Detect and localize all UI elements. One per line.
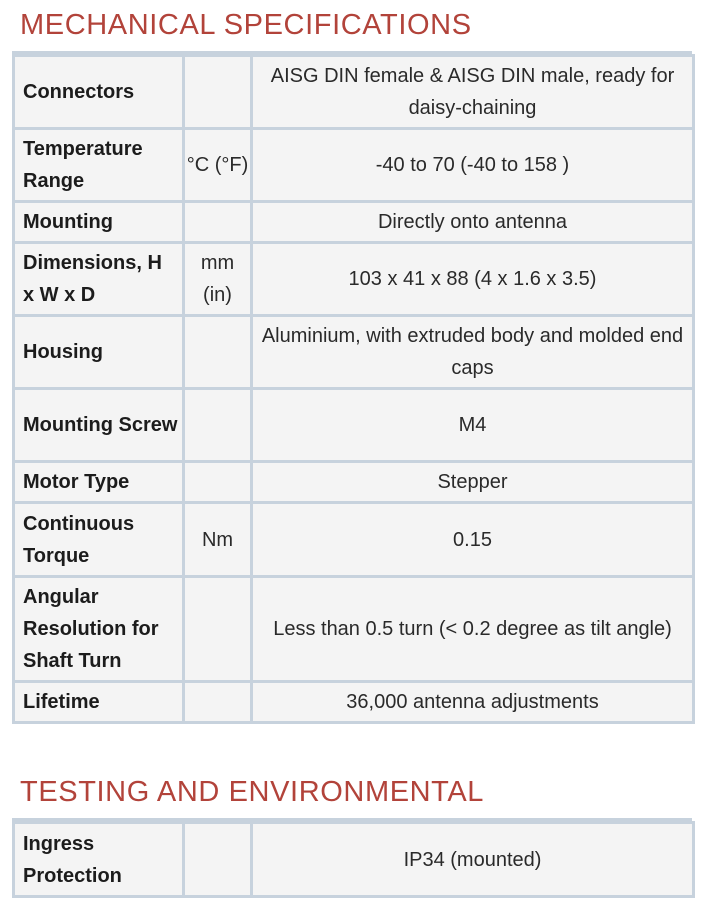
unit-cell — [184, 316, 252, 389]
testing-spec-table — [12, 821, 695, 898]
table-row — [14, 462, 694, 503]
unit-cell — [184, 202, 252, 243]
param-cell: Housing — [14, 316, 184, 389]
table-row — [14, 682, 694, 723]
unit-cell: °C (°F) — [184, 129, 252, 202]
table-row — [14, 823, 694, 897]
param-cell: Motor Type — [14, 462, 184, 503]
unit-cell — [184, 682, 252, 723]
value-cell: Less than 0.5 turn (< 0.2 degree as tilt angle) — [252, 577, 694, 682]
table-row — [14, 202, 694, 243]
unit-cell — [184, 56, 252, 129]
unit-cell: mm (in) — [184, 243, 252, 316]
value-cell: 0.15 — [252, 503, 694, 577]
unit-cell — [184, 577, 252, 682]
param-cell: Dimensions, H x W x D — [14, 243, 184, 316]
param-cell: Mounting — [14, 202, 184, 243]
value-cell: M4 — [252, 389, 694, 462]
param-cell: Ingress Protection — [14, 823, 184, 897]
testing-section-title: TESTING AND ENVIRONMENTAL — [20, 776, 485, 808]
table-row — [14, 56, 694, 129]
param-cell: Mounting Screw — [14, 389, 184, 462]
unit-cell — [184, 462, 252, 503]
param-cell: Angular Resolution for Shaft Turn — [14, 577, 184, 682]
table-row — [14, 129, 694, 202]
unit-cell — [184, 389, 252, 462]
param-cell: Temperature Range — [14, 129, 184, 202]
value-cell: -40 to 70 (-40 to 158 ) — [252, 129, 694, 202]
unit-cell — [184, 823, 252, 897]
value-cell: 103 x 41 x 88 (4 x 1.6 x 3.5) — [252, 243, 694, 316]
value-cell: Directly onto antenna — [252, 202, 694, 243]
table-row — [14, 577, 694, 682]
table-row — [14, 503, 694, 577]
mechanical-spec-table — [12, 54, 695, 724]
value-cell: IP34 (mounted) — [252, 823, 694, 897]
value-cell: Stepper — [252, 462, 694, 503]
param-cell: Continuous Torque — [14, 503, 184, 577]
value-cell: 36,000 antenna adjustments — [252, 682, 694, 723]
value-cell: AISG DIN female & AISG DIN male, ready for daisy-chaining — [252, 56, 694, 129]
value-cell: Aluminium, with extruded body and molded end caps — [252, 316, 694, 389]
unit-cell: Nm — [184, 503, 252, 577]
param-cell: Connectors — [14, 56, 184, 129]
table-row — [14, 389, 694, 462]
table-row — [14, 243, 694, 316]
table-row — [14, 316, 694, 389]
param-cell: Lifetime — [14, 682, 184, 723]
mechanical-section-title: MECHANICAL SPECIFICATIONS — [20, 9, 472, 41]
